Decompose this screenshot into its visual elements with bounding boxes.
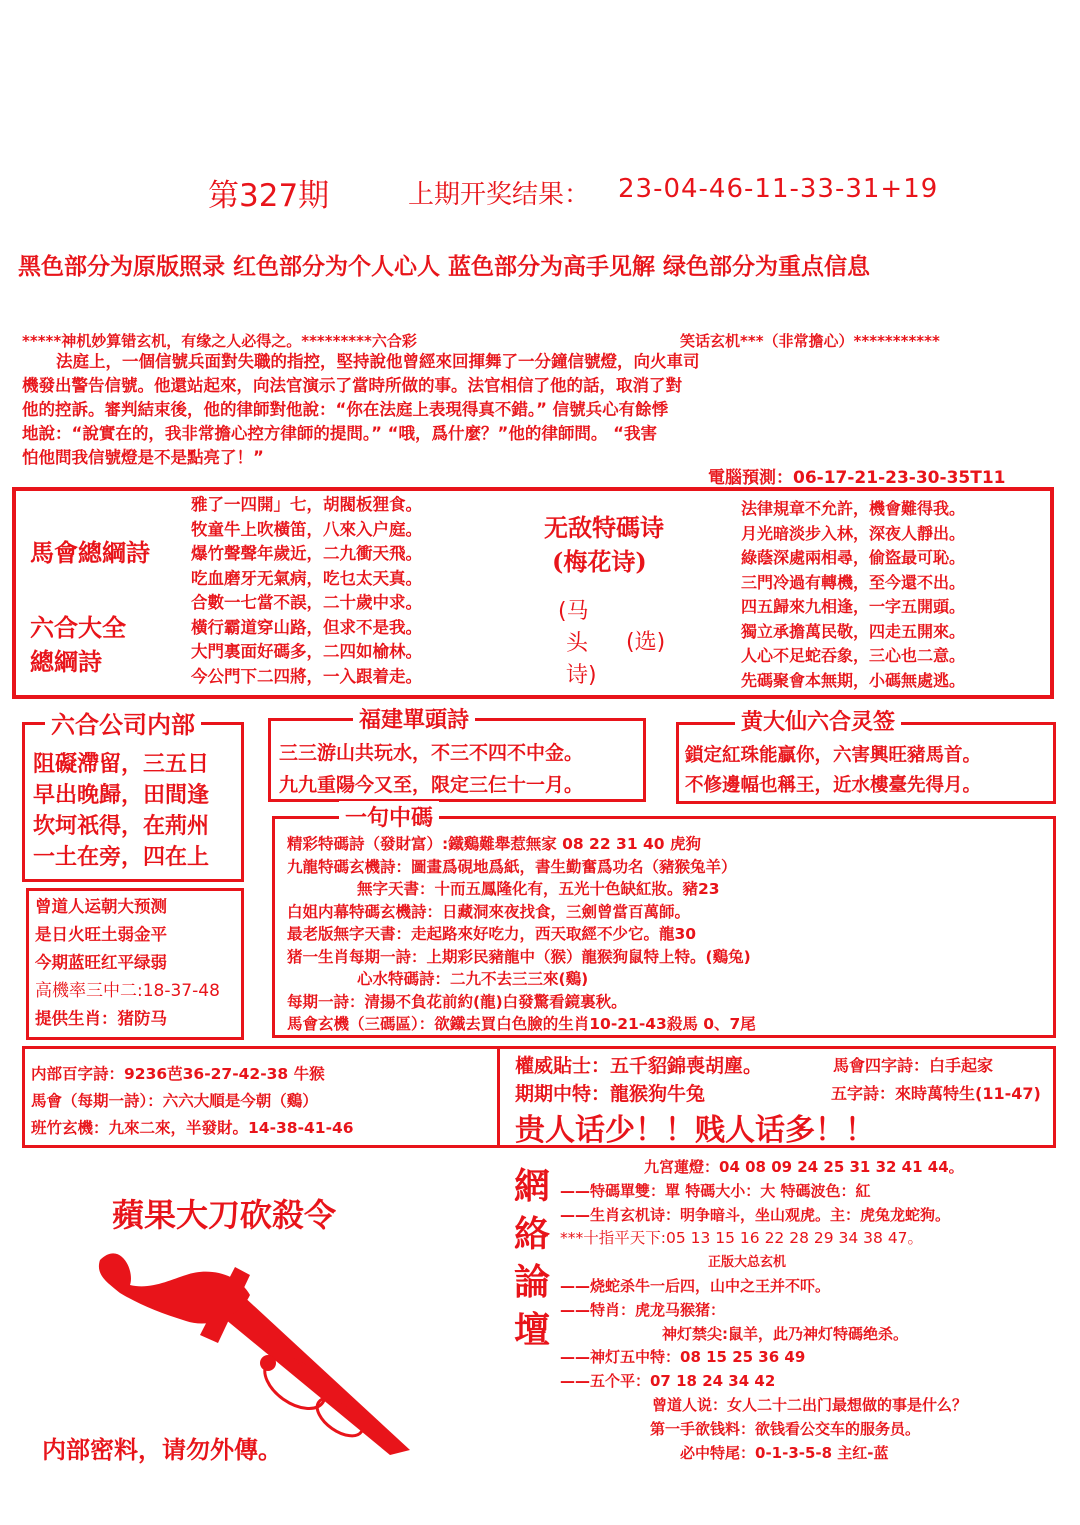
- one-sentence-line: 每期一詩：清揚不負花前約(龍)白發驚看鏡裏秋。: [287, 992, 627, 1011]
- story-text: [22, 350, 1062, 470]
- note-line: (马: [558, 599, 589, 624]
- story-head-left: *****神机妙算错玄机，有缘之人必得之。*********六合彩: [22, 332, 417, 350]
- color-legend: 黑色部分为原版照录 红色部分为个人心人 蓝色部分为高手见解 绿色部分为重点信息: [18, 254, 871, 280]
- fujian-line: 九九重陽今又至，限定三仨十一月。: [279, 774, 584, 796]
- company-line: 阻礙滯留，三五日: [33, 752, 210, 777]
- forum-line: ——特碼單雙：單 特碼大小：大 特碼波色：紅: [560, 1181, 871, 1200]
- issue-number: 第327期: [208, 178, 330, 214]
- fujian-title: 福建單頭詩: [353, 703, 475, 734]
- note-line: 头: [566, 631, 589, 656]
- company-line: 早出晚歸，田間逢: [33, 783, 210, 808]
- forum-line: ——烧蛇杀牛一后四，山中之王并不吓。: [560, 1276, 831, 1295]
- special-poem-title: [544, 511, 664, 579]
- select-note: (选): [626, 630, 666, 655]
- computer-forecast: 電腦預測：06-17-21-23-30-35T11: [708, 468, 1006, 488]
- last-result: 23-04-46-11-33-31+19: [618, 174, 939, 204]
- poem-line: 三門冷過有轉機，至今還不出。: [741, 572, 966, 592]
- fujian-box: [268, 708, 646, 802]
- forum-vertical-label: [512, 1162, 552, 1354]
- poem-line: 四五歸來九相逢，一字五開頭。: [741, 597, 966, 616]
- story-line: 怕他問我信號燈是不是點亮了！”: [22, 448, 264, 467]
- one-sentence-title: 一句中碼: [339, 801, 439, 832]
- horse-club-title: 馬會總綱詩: [30, 539, 150, 567]
- company-internal-box: [22, 711, 244, 882]
- huangdaxian-line: 鎖定紅珠能贏你，六害興旺豬馬首。: [685, 745, 982, 766]
- forum-line: 必中特尾：0-1-3-5-8 主红-蓝: [680, 1443, 889, 1462]
- one-sentence-lines: [287, 833, 756, 1036]
- daoren-line: 高機率三中二:18-37-48: [35, 981, 220, 1001]
- poem-line: 人心不足蛇吞象，三心也二意。: [741, 646, 966, 665]
- note-line: 诗): [566, 663, 597, 688]
- poem-line: 牧童牛上吹橫笛，八來入户庭。: [191, 519, 422, 539]
- apple-sword-title: 蘋果大刀砍殺令: [112, 1196, 337, 1234]
- forum-line: ***十指平天下:05 13 15 16 22 28 29 34 38 47。: [560, 1229, 924, 1248]
- one-sentence-line: 精彩特碼詩（發財富）:鐵鷄難舉惹無家 08 22 31 40 虎狗: [287, 835, 701, 853]
- forum-line: 第一手欲钱料：欲钱看公交车的服务员。: [650, 1419, 921, 1438]
- forum-line: 神灯禁尖:鼠羊，此乃神灯特碼绝杀。: [662, 1324, 909, 1343]
- internal-material-note: 内部密料，请勿外傳。: [42, 1436, 282, 1464]
- huangdaxian-line: 不修邊幅也稱王，近水樓臺先得月。: [685, 775, 982, 796]
- company-internal-lines: [33, 749, 209, 873]
- forum-line: 九宮蓮燈：04 08 09 24 25 31 32 41 44。: [644, 1158, 964, 1176]
- liuhe-title-line: 總綱詩: [30, 648, 102, 676]
- five-char-poem: 五字詩：來時萬特生(11-47): [831, 1084, 1041, 1103]
- one-sentence-line: 猪一生肖每期一詩：上期彩民豬龍中（猴）龍猴狗鼠特上特。(鷄兔): [287, 947, 751, 966]
- poem-line: 綠蔭深處兩相尋，偷盜最可恥。: [741, 548, 966, 567]
- daoren-forecast-box: [26, 888, 244, 1040]
- forum-line: ——神灯五中特：08 15 25 36 49: [560, 1348, 806, 1367]
- tips-left: [31, 1061, 354, 1142]
- fujian-line: 三三游山共玩水，不三不四不中金。: [279, 742, 584, 764]
- slogan: 贵人话少！！贱人话多！！: [515, 1113, 875, 1148]
- poem-line: 雅了一四開」七，胡閥板狸食。: [191, 495, 422, 514]
- poem-line: 月光暗淡步入林，深夜人靜出。: [741, 523, 966, 543]
- special-poem-title-line: 无敌特碼诗: [544, 513, 664, 542]
- forum-char: 論: [513, 1261, 550, 1303]
- story-line: 機發出警告信號。他還站起來，向法官演示了當時所做的事。法官相信了他的話，取消了對: [22, 376, 682, 395]
- one-sentence-line: 無字天書：十而五鳳隆化有，五光十色缺紅妝。豬23: [357, 880, 720, 898]
- authority-tip: 權威貼士：五千貂錦喪胡塵。: [515, 1055, 763, 1077]
- huangdaxian-box: [676, 710, 1056, 804]
- one-sentence-line: 白姐内幕特碼玄機詩：日藏洞來夜找食，三劍曾當百萬師。: [287, 902, 691, 921]
- forum-char: 網: [513, 1165, 550, 1207]
- poem-line: 法律規章不允許，機會難得我。: [741, 499, 966, 518]
- daoren-lines: [35, 893, 220, 1033]
- tips-left-line: 馬會（每期一詩）：六六大順是今朝（鷄）: [31, 1092, 318, 1110]
- fujian-lines: [279, 737, 583, 801]
- story-head-right: 笑话玄机***（非常擔心）***********: [680, 332, 940, 350]
- right-poem: [741, 497, 965, 693]
- poem-box: [12, 487, 1054, 699]
- forum-line: 曾道人说：女人二十二出门最想做的事是什么？: [652, 1395, 968, 1414]
- poem-line: 爆竹聲聲年歲近，二九衝天飛。: [191, 544, 422, 563]
- forum-char: 絡: [513, 1213, 550, 1255]
- general-poem: [191, 493, 422, 689]
- huangdaxian-lines: [685, 741, 981, 801]
- forum-line: ——五个平：07 18 24 34 42: [560, 1372, 776, 1391]
- story-line: 地說：“說實在的，我非常擔心控方律師的提問。” “哦，爲什麼？”他的律師問。 “我害: [22, 424, 657, 443]
- poem-line: 合數一七當不誤，二十歲中求。: [191, 593, 422, 612]
- company-internal-title: 六合公司内部: [45, 705, 201, 740]
- one-sentence-line: 九龍特碼玄機詩：圖畫爲硯地爲紙，書生勤奮爲功名（豬猴兔羊）: [287, 857, 737, 876]
- daoren-line: 提供生肖：猪防马: [35, 1009, 167, 1028]
- poem-line: 橫行霸道穿山路，但求不是我。: [191, 617, 422, 637]
- forum-content: [560, 1156, 967, 1465]
- liuhe-title: [30, 611, 126, 679]
- daoren-line: 今期蓝旺红平绿弱: [35, 953, 167, 972]
- last-result-label: 上期开奖结果：: [408, 180, 591, 210]
- one-sentence-line: 馬會玄機（三碼區）：欲鐵去買白色臉的生肖10-21-43殺馬 0、7尾: [287, 1015, 756, 1033]
- liuhe-title-line: 六合大全: [30, 614, 126, 642]
- forum-line: ——特肖：虎龙马猴猪：: [560, 1300, 726, 1319]
- special-poem-title-line: (梅花诗): [552, 547, 647, 576]
- sword-ornament: [260, 1355, 276, 1371]
- poem-line: 今公門下二四將，一入跟着走。: [191, 666, 422, 686]
- story-line: 法庭上，一個信號兵面對失職的指控，堅持說他曾經來回揮舞了一分鐘信號燈，向火車司: [56, 352, 700, 371]
- poem-line: 大門裏面好碼多，二四如榆林。: [191, 642, 422, 661]
- poem-line: 獨立承擔萬民敬，四走五開來。: [741, 621, 966, 641]
- forum-char: 壇: [513, 1309, 550, 1351]
- one-sentence-line: 心水特碼詩：二九不去三三來(鷄): [357, 970, 589, 988]
- tips-left-line: 内部百字詩：9236芭36-27-42-38 牛猴: [31, 1065, 325, 1083]
- forum-line: 正版大总玄机: [708, 1255, 787, 1271]
- daoren-line: 曾道人运朝大预测: [35, 897, 167, 916]
- one-sentence-line: 最老版無字天書：走起路來好吃力，西天取經不少它。龍30: [287, 925, 697, 943]
- tips-left-line: 班竹玄機：九來二來，半發財。14-38-41-46: [31, 1119, 354, 1137]
- company-line: 坎坷祇得，在荊州: [33, 814, 210, 839]
- horse-head-note: [558, 596, 597, 692]
- every-issue-special: 期期中特：龍猴狗牛兔: [515, 1083, 706, 1105]
- tips-box: [22, 1046, 1056, 1148]
- huangdaxian-title: 黄大仙六合灵签: [735, 705, 901, 736]
- forum-line: ——生肖玄机诗：明争暗斗，坐山观虎。主：虎兔龙蛇狗。: [560, 1205, 951, 1224]
- horse-club-4-char: 馬會四字詩：白手起家: [833, 1056, 994, 1075]
- poem-line: 先碼聚會本無期，小碼無處逃。: [741, 670, 966, 690]
- company-line: 一土在旁，四在上: [33, 845, 210, 870]
- daoren-line: 是日火旺土弱金平: [35, 925, 167, 944]
- poem-line: 吃血磨牙无氣病，吃乜太天真。: [191, 568, 422, 588]
- tips-divider: [497, 1046, 500, 1148]
- one-sentence-box: [272, 806, 1056, 1038]
- story-line: 他的控訴。審判結束後，他的律師對他說：“你在法庭上表現得真不錯。” 信號兵心有餘悸: [22, 400, 669, 419]
